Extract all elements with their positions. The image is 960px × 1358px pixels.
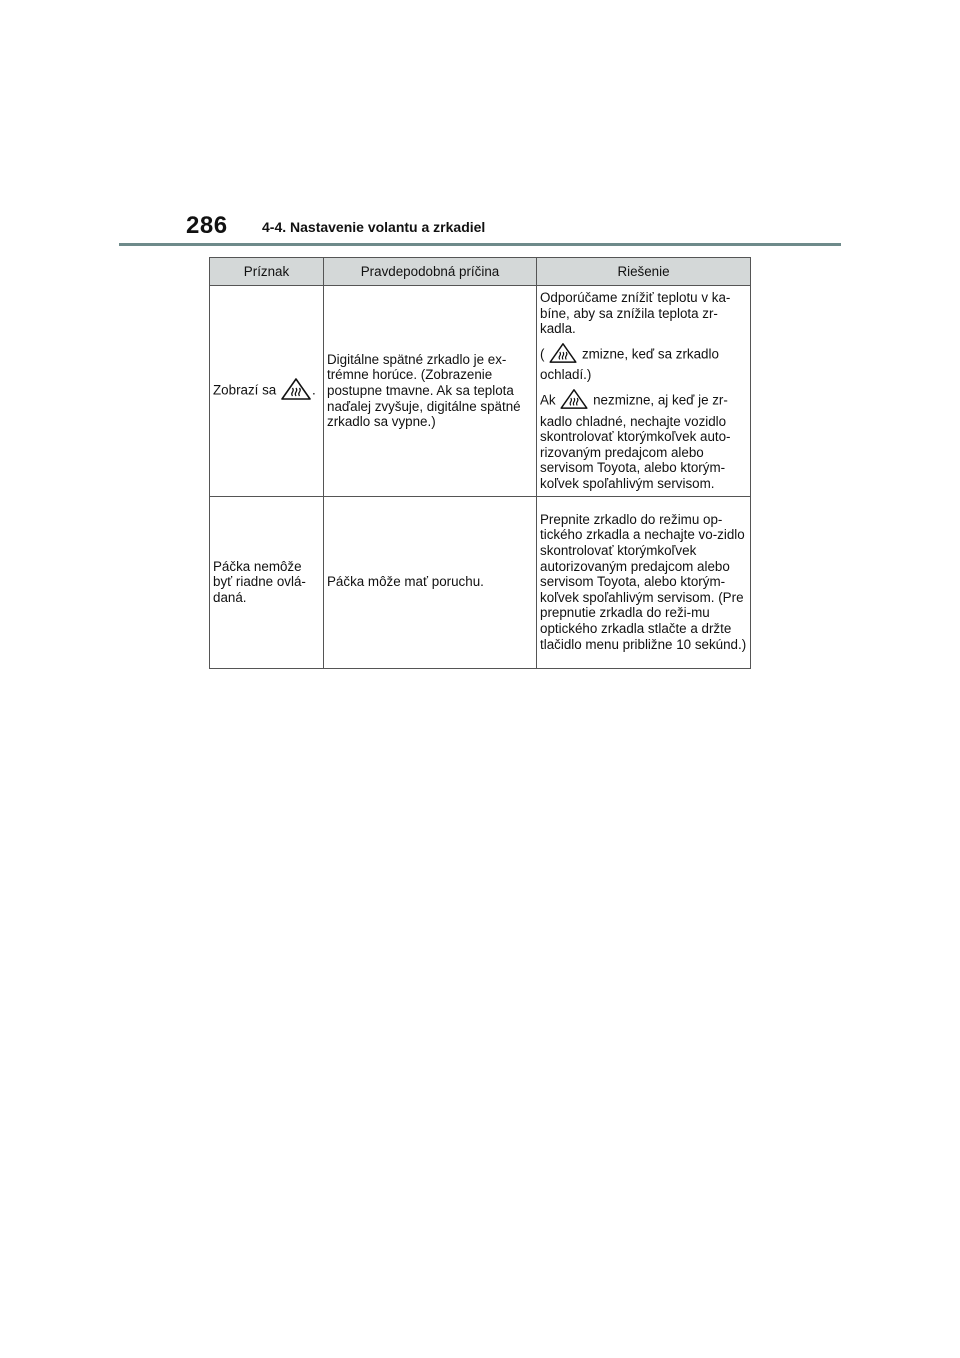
symptom-text: Zobrazí sa [213,382,277,398]
section-title: 4-4. Nastavenie volantu a zrkadiel [262,219,486,235]
cause-text: Páčka môže mať poruchu. [327,574,484,590]
hot-mirror-warning-icon [559,388,589,414]
cause-cell [324,496,537,668]
solution-text: nezmizne, aj keď je zr-kadlo chladné, nechajte vozidlo skontrolovať ktorýmkoľvek auto-rizovaným predajcom alebo servisom Toyota, alebo ktorým-koľvek spoľahlivým servisom. [540,392,731,491]
column-header-solution: Riešenie [537,258,751,286]
column-header-cause: Pravdepodobná príčina [324,258,537,286]
column-header-symptom: Príznak [210,258,324,286]
table-row [210,496,751,668]
symptom-cell [210,286,324,497]
table-row [210,286,751,497]
hot-mirror-warning-icon [280,377,312,405]
hot-mirror-warning-icon [548,342,578,368]
header-divider [119,243,841,246]
solution-cell [537,496,751,668]
cause-text: Digitálne spätné zrkadlo je ex-trémne horúce. (Zobrazenie postupne tmavne. Ak sa teplota naďalej zvyšuje, digitálne spätné zrkadlo sa vypne.) [327,351,521,430]
solution-cell [537,286,751,497]
solution-text: Prepnite zrkadlo do režimu op-tického zrkadla a nechajte vo-zidlo skontrolovať ktorýmkoľvek autorizovaným predajcom alebo servisom Toyota, alebo ktorým-koľvek spoľahlivým servisom. (Pre prepnutie zrkadla do reži-mu optického zrkadla stlačte a držte tlačidlo menu približne 10 sekúnd.) [540,511,747,652]
solution-paragraph [540,342,747,383]
solution-text: zmizne, keď sa zrkadlo ochladí.) [540,346,719,383]
page-number: 286 [186,212,228,239]
symptom-text: Páčka nemôže byť riadne ovlá-daná. [213,558,306,605]
solution-paragraph [540,388,747,492]
solution-paragraph: Odporúčame znížiť teplotu v ka-bíne, aby sa znížila teplota zr-kadla. [540,290,731,337]
troubleshooting-table [209,257,751,669]
solution-text: Ak [540,392,556,408]
solution-text: ( [540,346,545,362]
symptom-suffix: . [312,382,316,398]
cause-cell [324,286,537,497]
symptom-cell [210,496,324,668]
table-header-row [210,258,751,286]
